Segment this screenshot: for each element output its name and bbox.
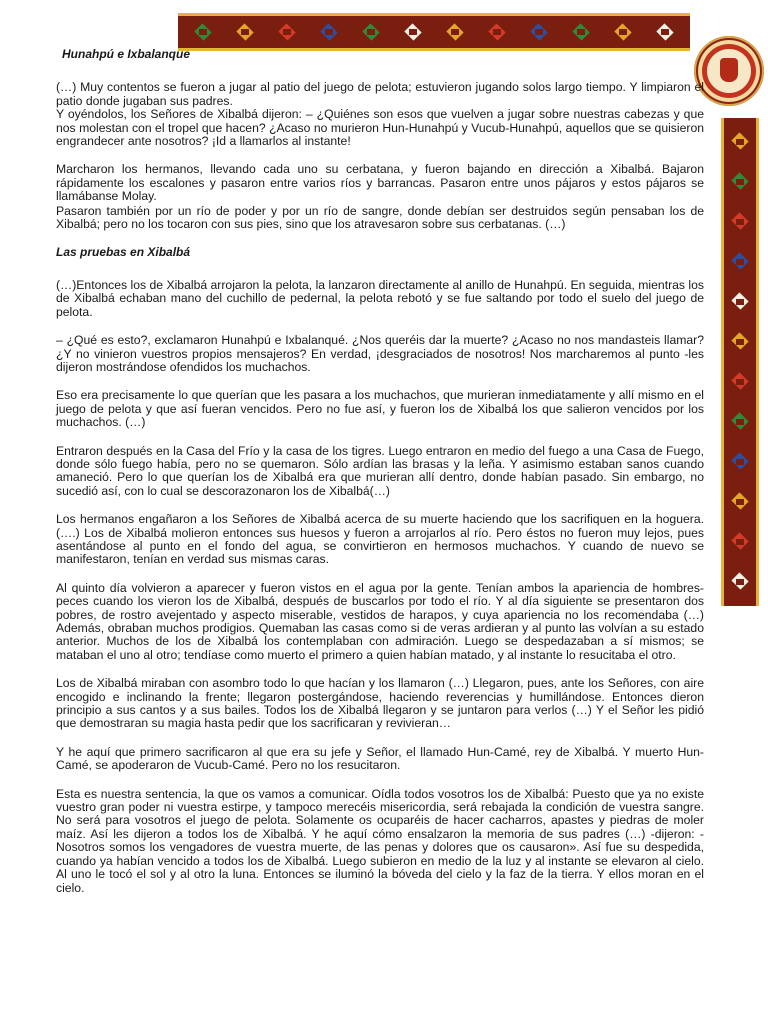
- pattern-icon: [482, 22, 512, 42]
- pattern-icon: [230, 22, 260, 42]
- pattern-icon: [188, 22, 218, 42]
- decorative-side-border: [721, 118, 759, 606]
- pattern-icon: [356, 22, 386, 42]
- pattern-icon: [314, 22, 344, 42]
- paragraph: Y he aquí que primero sacrificaron al que era su jefe y Señor, el llamado Hun-Camé, rey de Xibalbá. Y muerto Hun-Camé, se apoderaron de Vucub-Camé. Pero no los resucitaron.: [56, 744, 704, 773]
- pattern-icon: [727, 327, 753, 357]
- paragraph: Esta es nuestra sentencia, la que os vamos a comunicar. Oídla todos vosotros los de Xibalbá: Puesto que ya no existe vuestro gran poder ni vuestra estirpe, y tampoco merecéis misericordia, será rebajada la condición de vuestra sangre. No será para vosotros el juego de pelota. Solamente os ocuparéis de hacer cacharros, apastes y piedras de moler maíz. Así les dijeron a todos los de Xibalbá. Y he aquí cómo ensalzaron la memoria de sus padres (…) -dijeron: - Nosotros somos los vengadores de vuestra muerte, de las penas y dolores que os causaron». Así fue su despedida, cuando ya habían vencido a todos los de Xibalbá. Luego subieron en medio de la luz y al instante se elevaron al cielo. Al uno le tocó el sol y al otro la luna. Entonces se iluminó la bóveda del cielo y la faz de la tierra. Y ellos moran en el cielo.: [56, 786, 704, 895]
- pattern-icon: [566, 22, 596, 42]
- pattern-icon: [727, 207, 753, 237]
- paragraph: Marcharon los hermanos, llevando cada uno su cerbatana, y fueron bajando en dirección a Xibalbá. Bajaron rápidamente los escalones y pasaron entre varios ríos y barrancas. Pasaron entre unos pájaros y estos pájaros se llamábanse Molay.: [56, 162, 704, 204]
- pattern-icon: [727, 247, 753, 277]
- paragraph: Pasaron también por un río de poder y por un río de sangre, donde debían ser destruidos según pensaban los de Xibalbá; pero no los tocaron con sus pies, sino que los atravesaron sobre sus cerbatanas. (…): [56, 203, 704, 232]
- pattern-icon: [727, 527, 753, 557]
- decorative-top-border: [178, 13, 690, 51]
- pattern-icon: [727, 447, 753, 477]
- pattern-icon: [650, 22, 680, 42]
- paragraph: Eso era precisamente lo que querían que les pasara a los muchachos, que murieran inmediatamente y allí mismo en el juego de pelota y que así fueran vencidos. Pero no fue así, y fueron los de Xibalbá los que salieron vencidos por los muchachos. (…): [56, 388, 704, 430]
- pattern-icon: [727, 367, 753, 397]
- pattern-icon: [440, 22, 470, 42]
- pattern-icon: [727, 567, 753, 597]
- paragraph: Al quinto día volvieron a aparecer y fueron vistos en el agua por la gente. Tenían ambos la apariencia de hombres-peces cuando los vieron los de Xibalbá, después de buscarlos por todo el río. Y al día siguiente se presentaron dos pobres, de rostro avejentado y aspecto miserable, vestidos de harapos, y cuya apariencia no los recomendaba (…) Además, obraban muchos prodigios. Quemaban las casas como si de veras ardieran y al punto las volvían a su estado anterior. Muchos de los de Xibalbá los contemplaban con admiración. Luego se despedazaban a sí mismos; se mataban el uno al otro; tendíase como muerto el primero a quien habían matado, y al instante lo resucitaba el otro.: [56, 580, 704, 662]
- pattern-icon: [608, 22, 638, 42]
- pattern-icon: [727, 407, 753, 437]
- pattern-icon: [727, 127, 753, 157]
- pattern-icon: [727, 487, 753, 517]
- paragraph: Los hermanos engañaron a los Señores de Xibalbá acerca de su muerte haciendo que los sacrifiquen en la hoguera.(….) Los de Xibalbá molieron entonces sus huesos y fueron a arrojarlos al río. Pero éstos no fueron muy lejos, pues asentándose al punto en el fondo del agua, se convirtieron en hermosos muchachos. Y cuando de nuevo se manifestaron, tenían en verdad sus mismas caras.: [56, 512, 704, 567]
- pattern-icon: [272, 22, 302, 42]
- document-body: [56, 48, 704, 910]
- paragraph: Los de Xibalbá miraban con asombro todo lo que hacían y los llamaron (…) Llegaron, pues, ante los Señores, con aire encogido e inclinando la frente; llegaron postergándose, haciendo reverencias y humillándose. Entonces dieron principio a sus cantos y a sus bailes. Todos los de Xibalbá llegaron y se juntaron para verlos (…) Y el Señor les pidió que demostraran su magia hasta pedir que los sacrificaran y revivieran…: [56, 676, 704, 731]
- paragraph: (…) Muy contentos se fueron a jugar al patio del juego de pelota; estuvieron jugando solos largo tiempo. Y limpiaron el patio donde jugaban sus padres. Y oyéndolos, los Señores de Xibalbá dijeron: – ¿Quiénes son esos que vuelven a jugar sobre nuestras cabezas y que nos molestan con el tropel que hacen? ¿Acaso no murieron Hun-Hunahpú y Vucub-Hunahpú, aquellos que se quisieron engrandecer ante nosotros? ¡Id a llamarlos al instante!: [56, 80, 704, 149]
- pattern-icon: [524, 22, 554, 42]
- document-title: Hunahpú e Ixbalanque: [62, 47, 191, 61]
- paragraph: Entraron después en la Casa del Frío y la casa de los tigres. Luego entraron en medio del fuego a una Casa de Fuego, donde sólo fuego había, pero no se quemaron. Sólo ardían las brasas y la leña. Y asimismo estaban sanos cuando amaneció. Pero lo que querían los de Xibalbá era que murieran allí dentro, donde habían pasado. Sin embargo, no sucedió así, con lo cual se descorazonaron los de Xibalbá(…): [56, 443, 704, 498]
- mayan-medallion-icon: [694, 36, 764, 106]
- pattern-icon: [727, 287, 753, 317]
- paragraph: – ¿Qué es esto?, exclamaron Hunahpú e Ixbalanqué. ¿Nos queréis dar la muerte? ¿Acaso no nos mandasteis llamar? ¿Y no vinieron vuestros propios mensajeros? En verdad, ¡desgraciados de nosotros! Nos marcharemos al punto -les dijeron mostrándose ofendidos los muchachos.: [56, 333, 704, 374]
- pattern-icon: [398, 22, 428, 42]
- pattern-icon: [727, 167, 753, 197]
- section-title: Las pruebas en Xibalbá: [56, 245, 191, 260]
- paragraph: (…)Entonces los de Xibalbá arrojaron la pelota, la lanzaron directamente al anillo de Hunahpú. En seguida, mientras los de Xibalbá echaban mano del cuchillo de pedernal, la pelota rebotó y se fue saltando por todo el suelo del juego de pelota.: [56, 277, 704, 319]
